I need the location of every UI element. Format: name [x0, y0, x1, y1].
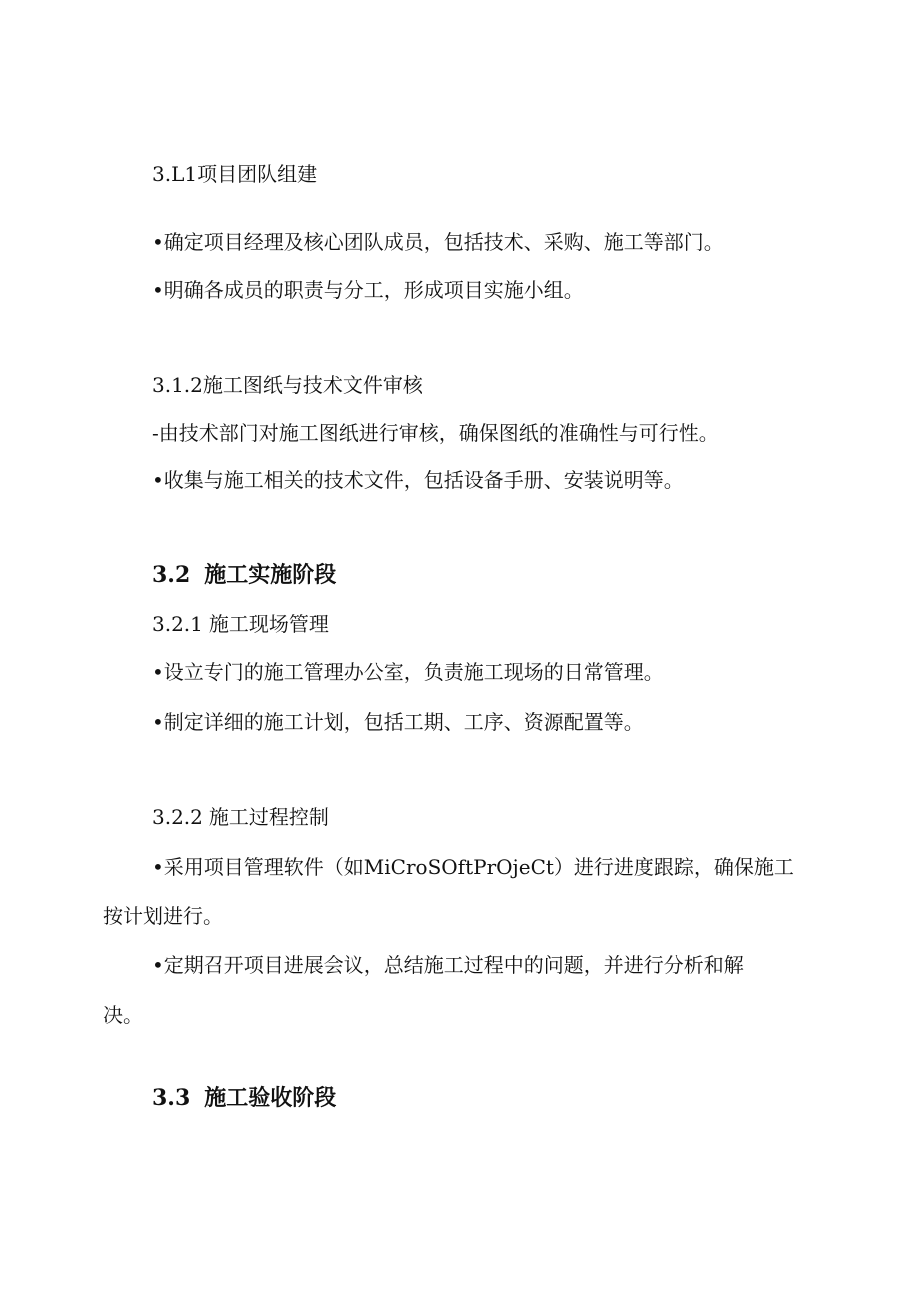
- section-number: 3.2.2: [152, 805, 203, 829]
- bullet-3-1-1-2: •明确各成员的职责与分工，形成项目实施小组。: [152, 278, 584, 302]
- bullet-3-1-1-1: •确定项目经理及核心团队成员，包括技术、采购、施工等部门。: [152, 230, 724, 254]
- bullet-3-1-2-2: •收集与施工相关的技术文件，包括设备手册、安装说明等。: [152, 468, 684, 492]
- section-title: 施工实施阶段: [204, 562, 337, 588]
- section-3-2-1-heading: [152, 610, 329, 638]
- bullet-3-1-2-1: -由技术部门对施工图纸进行审核，确保图纸的准确性与可行性。: [152, 421, 719, 445]
- section-title: 施工验收阶段: [204, 1085, 337, 1111]
- bullet-3-2-1-1: •设立专门的施工管理办公室，负责施工现场的日常管理。: [152, 660, 664, 684]
- section-3-1-1-heading: 3.L1项目团队组建: [152, 162, 318, 186]
- section-number: 3.3: [152, 1085, 191, 1111]
- section-title: 施工过程控制: [208, 805, 329, 829]
- section-3-3-heading: [152, 1084, 336, 1112]
- section-title: 施工现场管理: [208, 612, 329, 636]
- bullet-3-2-2-1-line2: 按计划进行。: [103, 904, 223, 928]
- bullet-3-2-2-1-line1: •采用项目管理软件（如MiCroSOftPrOjeCt）进行进度跟踪，确保施工: [152, 855, 794, 879]
- section-3-1-2-heading: 3.1.2施工图纸与技术文件审核: [152, 373, 423, 397]
- bullet-3-2-2-2-line1: •定期召开项目进展会议，总结施工过程中的问题，并进行分析和解: [152, 953, 744, 977]
- section-number: 3.2: [152, 562, 191, 588]
- section-number: 3.2.1: [152, 612, 203, 636]
- bullet-3-2-1-2: •制定详细的施工计划，包括工期、工序、资源配置等。: [152, 710, 644, 734]
- section-3-2-2-heading: [152, 803, 329, 831]
- bullet-3-2-2-2-line2: 决。: [103, 1003, 143, 1027]
- section-3-2-heading: [152, 561, 336, 589]
